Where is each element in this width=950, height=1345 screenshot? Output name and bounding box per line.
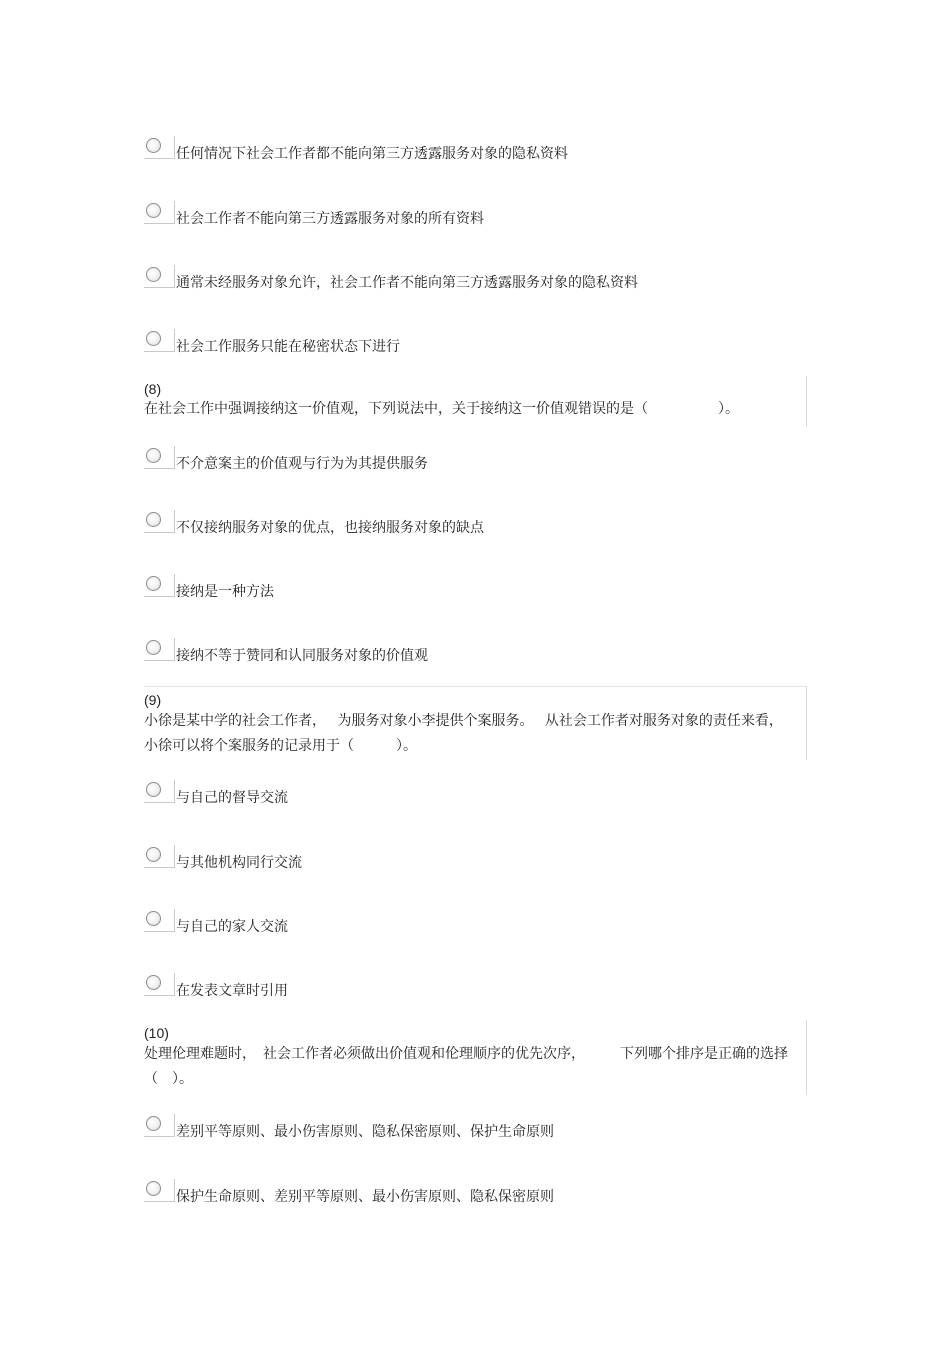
radio-circle-icon[interactable] [146, 847, 161, 862]
option-label: 差别平等原则、最小伤害原则、隐私保密原则、保护生命原则 [176, 1124, 554, 1140]
radio-button[interactable] [144, 329, 175, 352]
question-number: (9) [144, 692, 162, 708]
option-label: 与其他机构同行交流 [176, 855, 302, 871]
option-q9-c[interactable] [144, 909, 784, 937]
question-9 [144, 686, 807, 760]
option-q9-d[interactable] [144, 973, 784, 1001]
option-q8-c[interactable] [144, 574, 784, 602]
radio-circle-icon[interactable] [146, 138, 161, 153]
option-q10-b[interactable] [144, 1179, 784, 1207]
option-label: 保护生命原则、差别平等原则、最小伤害原则、隐私保密原则 [176, 1189, 554, 1205]
radio-button[interactable] [144, 201, 175, 224]
question-text: 小徐是某中学的社会工作者， 为服务对象小李提供个案服务。 从社会工作者对服务对象的责任来看，小徐可以将个案服务的记录用于（ ）。 [144, 713, 783, 754]
radio-button[interactable] [144, 1179, 175, 1202]
radio-circle-icon[interactable] [146, 640, 161, 655]
option-q8-d[interactable] [144, 638, 784, 666]
radio-button[interactable] [144, 909, 175, 932]
radio-circle-icon[interactable] [146, 1116, 161, 1131]
radio-circle-icon[interactable] [146, 911, 161, 926]
option-q7-c[interactable] [144, 265, 784, 293]
radio-button[interactable] [144, 574, 175, 597]
question-number: (10) [144, 1025, 169, 1041]
radio-circle-icon[interactable] [146, 512, 161, 527]
radio-button[interactable] [144, 1114, 175, 1137]
question-text: 处理伦理难题时， 社会工作者必须做出价值观和伦理顺序的优先次序， 下列哪个排序是正确的选择（ ）。 [144, 1046, 788, 1087]
option-q8-a[interactable] [144, 446, 784, 474]
radio-circle-icon[interactable] [146, 267, 161, 282]
radio-button[interactable] [144, 780, 175, 803]
question-number: (8) [144, 381, 162, 397]
option-label: 社会工作者不能向第三方透露服务对象的所有资料 [176, 211, 484, 227]
option-label: 与自己的家人交流 [176, 919, 288, 935]
option-label: 在发表文章时引用 [176, 983, 288, 999]
radio-button[interactable] [144, 136, 175, 159]
radio-button[interactable] [144, 638, 175, 661]
radio-button[interactable] [144, 510, 175, 533]
radio-button[interactable] [144, 446, 175, 469]
radio-button[interactable] [144, 265, 175, 288]
radio-circle-icon[interactable] [146, 331, 161, 346]
option-label: 接纳不等于赞同和认同服务对象的价值观 [176, 648, 428, 664]
option-q7-b[interactable] [144, 201, 784, 229]
option-q9-b[interactable] [144, 845, 784, 873]
option-label: 任何情况下社会工作者都不能向第三方透露服务对象的隐私资料 [176, 146, 568, 162]
radio-circle-icon[interactable] [146, 203, 161, 218]
radio-circle-icon[interactable] [146, 975, 161, 990]
option-q7-d[interactable] [144, 329, 784, 357]
radio-button[interactable] [144, 973, 175, 996]
option-label: 社会工作服务只能在秘密状态下进行 [176, 339, 400, 355]
option-label: 不仅接纳服务对象的优点，也接纳服务对象的缺点 [176, 520, 484, 536]
radio-button[interactable] [144, 845, 175, 868]
radio-circle-icon[interactable] [146, 782, 161, 797]
radio-circle-icon[interactable] [146, 576, 161, 591]
option-label: 通常未经服务对象允许，社会工作者不能向第三方透露服务对象的隐私资料 [176, 275, 638, 291]
question-10 [144, 1020, 807, 1094]
question-text: 在社会工作中强调接纳这一价值观，下列说法中，关于接纳这一价值观错误的是（ ）。 [144, 401, 739, 417]
option-q7-a[interactable] [144, 136, 784, 164]
option-label: 接纳是一种方法 [176, 584, 274, 600]
option-label: 不介意案主的价值观与行为为其提供服务 [176, 456, 428, 472]
option-q8-b[interactable] [144, 510, 784, 538]
option-q9-a[interactable] [144, 780, 784, 808]
option-label: 与自己的督导交流 [176, 790, 288, 806]
radio-circle-icon[interactable] [146, 1181, 161, 1196]
radio-circle-icon[interactable] [146, 448, 161, 463]
question-8 [144, 376, 807, 427]
option-q10-a[interactable] [144, 1114, 784, 1142]
